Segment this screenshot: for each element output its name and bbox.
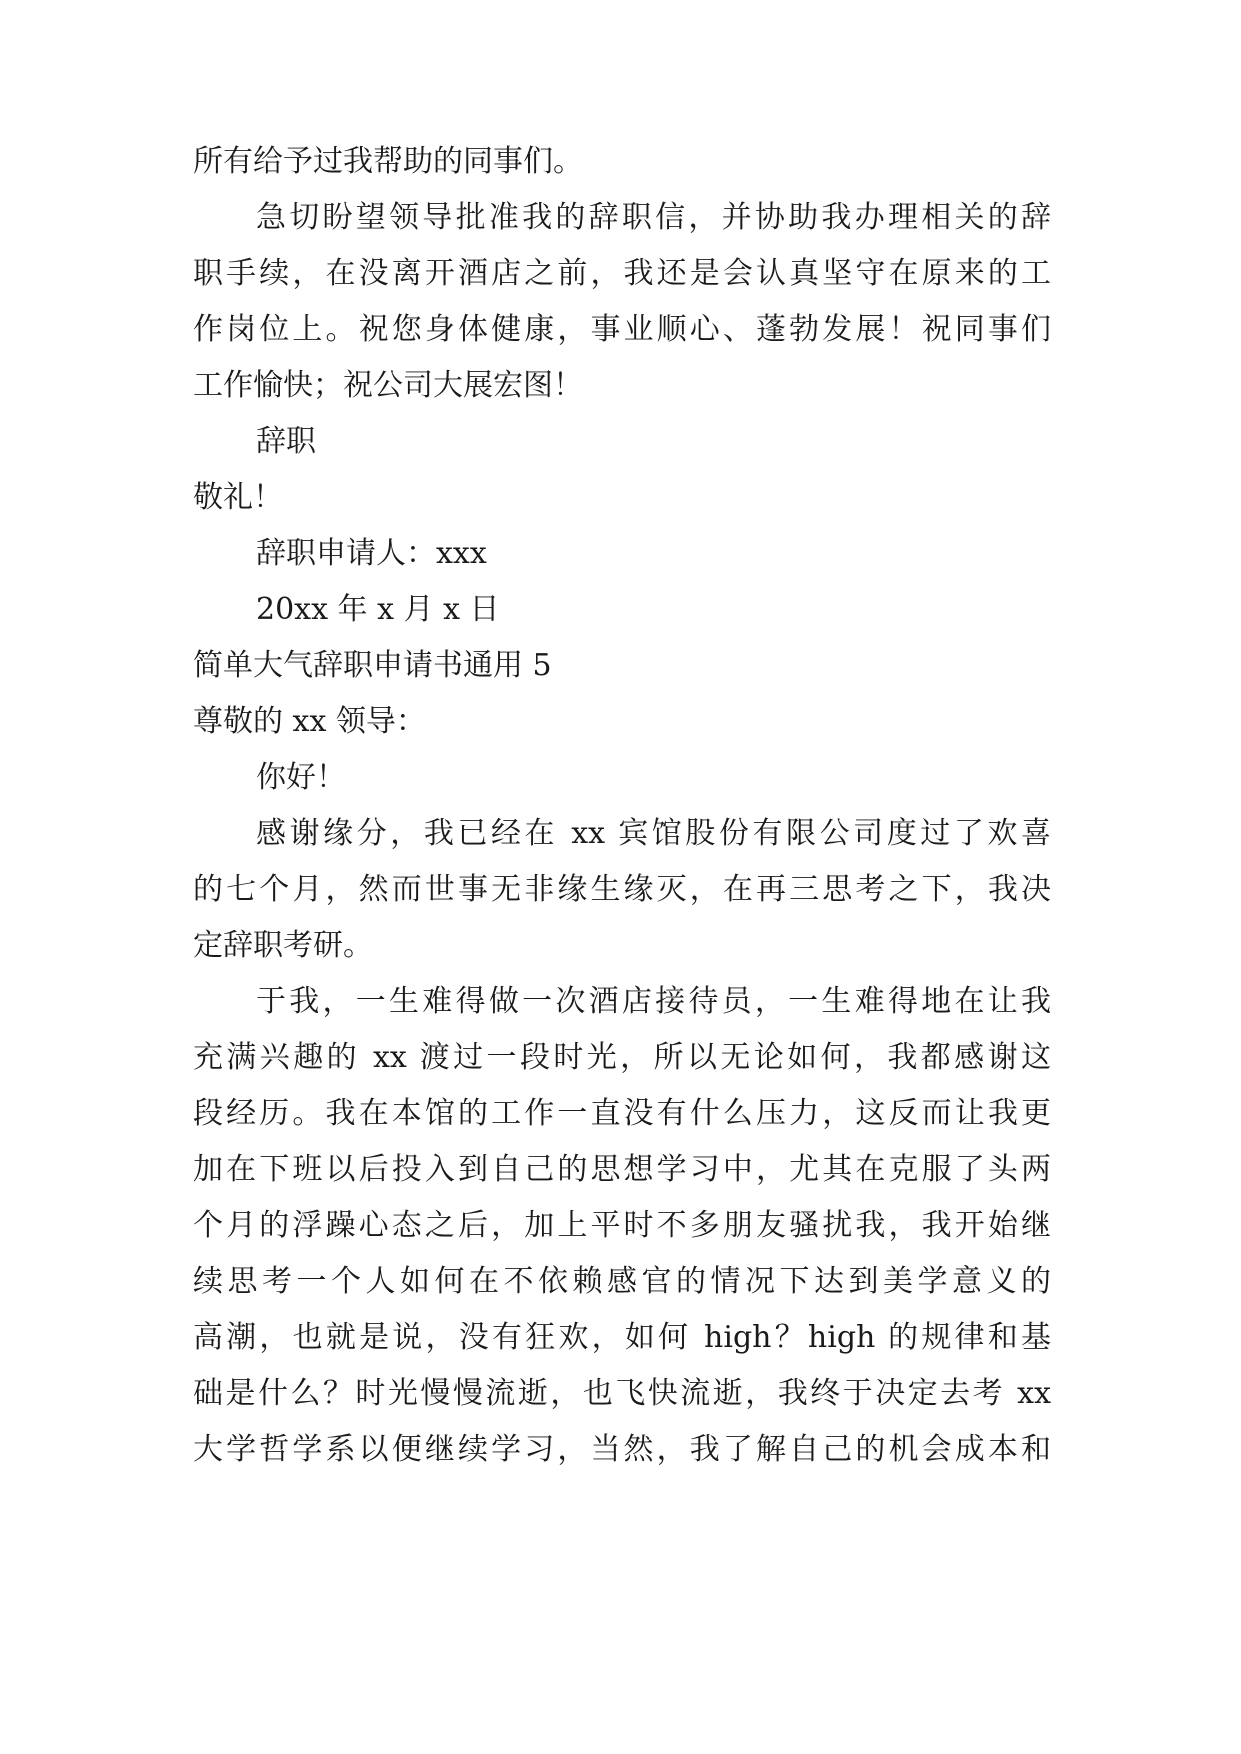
paragraph-line: 续思考一个人如何在不依赖感官的情况下达到美学意义的 [193, 1264, 1051, 1299]
paragraph-line: 感谢缘分，我已经在 xx 宾馆股份有限公司度过了欢喜 [256, 816, 1051, 851]
paragraph-line: 加在下班以后投入到自己的思想学习中，尤其在克服了头两 [193, 1152, 1051, 1187]
paragraph-line: 大学哲学系以便继续学习，当然，我了解自己的机会成本和 [193, 1432, 1051, 1467]
paragraph-line: 础是什么？时光慢慢流逝，也飞快流逝，我终于决定去考 xx [193, 1376, 1051, 1411]
salutation-closing: 敬礼！ [193, 480, 283, 515]
letter-greeting: 尊敬的 xx 领导： [193, 704, 426, 739]
paragraph-line: 的七个月，然而世事无非缘生缘灭，在再三思考之下，我决 [193, 872, 1051, 907]
paragraph-line: 职手续，在没离开酒店之前，我还是会认真坚守在原来的工 [193, 256, 1051, 291]
paragraph-line: 于我，一生难得做一次酒店接待员，一生难得地在让我 [256, 984, 1051, 1019]
paragraph-line: 定辞职考研。 [193, 928, 373, 963]
paragraph-line: 充满兴趣的 xx 渡过一段时光，所以无论如何，我都感谢这 [193, 1040, 1051, 1075]
letter-hello: 你好！ [256, 760, 346, 795]
section-title: 简单大气辞职申请书通用 5 [193, 648, 552, 683]
paragraph-line: 所有给予过我帮助的同事们。 [193, 144, 583, 179]
letter-date: 20xx 年 x 月 x 日 [256, 592, 500, 627]
paragraph-line: 急切盼望领导批准我的辞职信，并协助我办理相关的辞 [256, 200, 1051, 235]
closing-word: 辞职 [256, 424, 316, 459]
paragraph-line: 段经历。我在本馆的工作一直没有什么压力，这反而让我更 [193, 1096, 1051, 1131]
applicant-signature: 辞职申请人：xxx [256, 536, 487, 571]
paragraph-line: 个月的浮躁心态之后，加上平时不多朋友骚扰我，我开始继 [193, 1208, 1051, 1243]
paragraph-line: 高潮，也就是说，没有狂欢，如何 high？high 的规律和基 [193, 1320, 1051, 1355]
paragraph-line: 工作愉快；祝公司大展宏图！ [193, 368, 583, 403]
paragraph-line: 作岗位上。祝您身体健康，事业顺心、蓬勃发展！祝同事们 [193, 312, 1051, 347]
